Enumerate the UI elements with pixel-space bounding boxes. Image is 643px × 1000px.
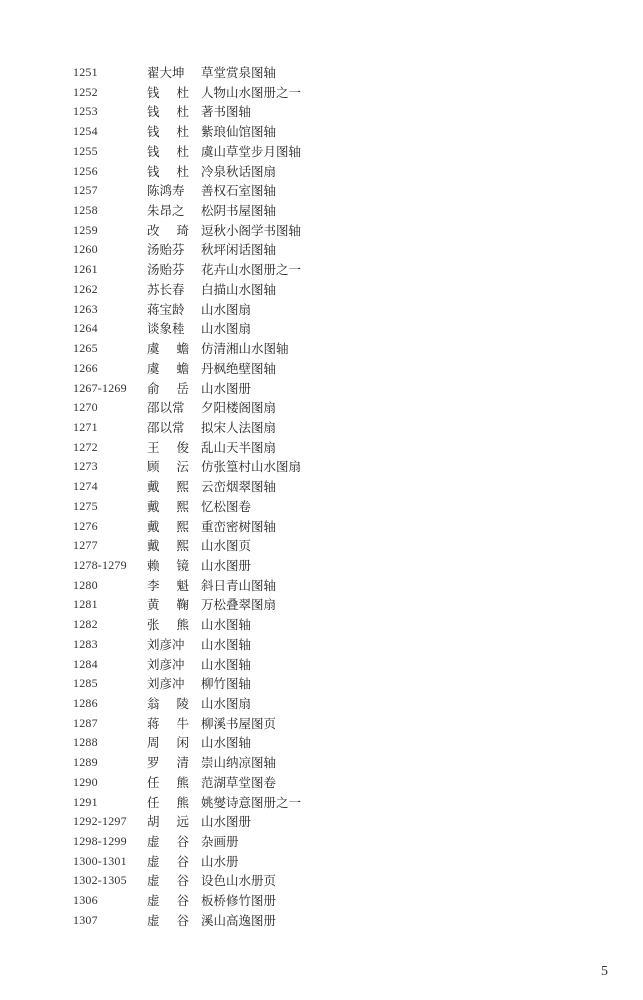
entry-number: 1267-1269 [73, 380, 127, 395]
artist-name: 刘彦冲 [147, 636, 185, 652]
artwork-title: 丹枫绝壁图轴 [201, 360, 277, 376]
artwork-title: 善权石室图轴 [201, 183, 277, 199]
artwork-title: 崇山纳凉图轴 [201, 755, 277, 771]
entry-number: 1298-1299 [73, 834, 127, 849]
list-item [0, 694, 643, 714]
entry-number: 1276 [73, 518, 98, 533]
entry-number: 1285 [73, 676, 98, 691]
list-item [0, 438, 643, 458]
artwork-title: 拟宋人法图扇 [201, 419, 277, 435]
artist-name: 俞岳 [147, 380, 207, 396]
artist-name: 张熊 [147, 617, 207, 633]
entry-number: 1306 [73, 893, 98, 908]
entry-number: 1257 [73, 183, 98, 198]
artist-name: 邵以常 [147, 400, 185, 416]
list-item [0, 635, 643, 655]
entry-number: 1302-1305 [73, 873, 127, 888]
entry-number: 1275 [73, 498, 98, 513]
list-item [0, 280, 643, 300]
artist-name: 翟大坤 [147, 65, 185, 80]
entry-number: 1282 [73, 617, 98, 632]
artwork-title: 花卉山水图册之一 [201, 262, 302, 278]
list-item [0, 615, 643, 635]
list-item [0, 339, 643, 359]
artist-name: 戴熙 [147, 538, 207, 554]
artwork-title: 草堂赏泉图轴 [201, 65, 277, 80]
artist-name: 陈鸿寿 [147, 183, 185, 199]
artwork-title: 杂画册 [201, 834, 239, 850]
artist-name: 虚谷 [147, 912, 207, 928]
artwork-title: 溪山高逸图册 [201, 912, 277, 928]
catalog-list [0, 63, 643, 931]
artwork-title: 山水图轴 [201, 636, 252, 652]
entry-number: 1278-1279 [73, 557, 127, 572]
entry-number: 1270 [73, 400, 98, 415]
artist-name: 胡远 [147, 814, 207, 830]
artist-name: 戴熙 [147, 518, 207, 534]
list-item [0, 714, 643, 734]
entry-number: 1277 [73, 538, 98, 553]
artwork-title: 仿清湘山水图轴 [201, 341, 289, 357]
list-item [0, 852, 643, 872]
list-item [0, 379, 643, 399]
artist-name: 周闲 [147, 735, 207, 751]
artwork-title: 山水图册 [201, 380, 252, 396]
entry-number: 1272 [73, 439, 98, 454]
artist-name: 谈象稑 [147, 321, 185, 337]
artwork-title: 山水图扇 [201, 696, 252, 711]
list-item [0, 556, 643, 576]
list-item [0, 911, 643, 931]
artist-name: 钱杜 [147, 104, 207, 120]
list-item [0, 122, 643, 142]
entry-number: 1255 [73, 143, 98, 158]
artist-name: 钱杜 [147, 84, 207, 100]
artist-name: 王俊 [147, 439, 207, 455]
list-item [0, 536, 643, 556]
artwork-title: 云峦烟翠图轴 [201, 479, 277, 495]
artwork-title: 夕阳楼阁图扇 [201, 400, 277, 416]
entry-number: 1280 [73, 577, 98, 592]
artwork-title: 秋坪闲话图轴 [201, 242, 277, 258]
artwork-title: 斜日青山图轴 [201, 577, 277, 593]
list-item [0, 595, 643, 615]
artwork-title: 忆松图卷 [201, 498, 252, 514]
artist-name: 翁陵 [147, 696, 207, 711]
artist-name: 任熊 [147, 774, 207, 790]
artist-name: 顾沄 [147, 459, 207, 475]
list-item [0, 871, 643, 891]
entry-number: 1256 [73, 163, 98, 178]
list-item [0, 63, 643, 83]
artwork-title: 山水图页 [201, 538, 252, 554]
entry-number: 1265 [73, 341, 98, 356]
artwork-title: 重峦密树图轴 [201, 518, 277, 534]
list-item [0, 221, 643, 241]
artist-name: 虚谷 [147, 893, 207, 909]
page-number: 5 [601, 964, 608, 979]
entry-number: 1264 [73, 321, 98, 336]
artwork-title: 乱山天半图扇 [201, 439, 277, 455]
artist-name: 虞蟾 [147, 341, 207, 357]
list-item [0, 457, 643, 477]
artist-name: 蒋宝龄 [147, 301, 185, 317]
artwork-title: 冷泉秋话图扇 [201, 163, 277, 179]
artwork-title: 人物山水图册之一 [201, 84, 302, 100]
list-item [0, 260, 643, 280]
entry-number: 1261 [73, 262, 98, 277]
artist-name: 改琦 [147, 222, 207, 238]
artwork-title: 紫琅仙馆图轴 [201, 124, 277, 140]
artist-name: 虚谷 [147, 853, 207, 869]
list-item [0, 891, 643, 911]
list-item [0, 517, 643, 537]
list-item [0, 181, 643, 201]
list-item [0, 162, 643, 182]
list-item [0, 812, 643, 832]
artwork-title: 山水图扇 [201, 321, 252, 337]
list-item [0, 674, 643, 694]
list-item [0, 300, 643, 320]
list-item [0, 497, 643, 517]
entry-number: 1253 [73, 104, 98, 119]
artwork-title: 著书图轴 [201, 104, 252, 120]
artwork-title: 山水册 [201, 853, 239, 869]
artist-name: 汤贻芬 [147, 242, 185, 258]
artwork-title: 虞山草堂步月图轴 [201, 143, 302, 159]
artist-name: 蒋牛 [147, 715, 207, 731]
list-item [0, 240, 643, 260]
artist-name: 黄鞠 [147, 597, 207, 613]
artist-name: 虚谷 [147, 873, 207, 889]
entry-number: 1251 [73, 65, 98, 79]
artist-name: 李魁 [147, 577, 207, 593]
artist-name: 钱杜 [147, 124, 207, 140]
entry-number: 1259 [73, 222, 98, 237]
artwork-title: 山水图册 [201, 557, 252, 573]
list-item [0, 753, 643, 773]
artist-name: 钱杜 [147, 163, 207, 179]
list-item [0, 319, 643, 339]
artist-name: 赖镜 [147, 557, 207, 573]
entry-number: 1291 [73, 794, 98, 809]
artist-name: 虚谷 [147, 834, 207, 850]
entry-number: 1262 [73, 281, 98, 296]
entry-number: 1288 [73, 735, 98, 750]
artwork-title: 设色山水册页 [201, 873, 277, 889]
artwork-title: 松阴书屋图轴 [201, 203, 277, 219]
artwork-title: 范湖草堂图卷 [201, 774, 277, 790]
artist-name: 戴熙 [147, 479, 207, 495]
artwork-title: 山水图轴 [201, 617, 252, 633]
entry-number: 1252 [73, 84, 98, 99]
artwork-title: 逗秋小阁学书图轴 [201, 222, 302, 238]
entry-number: 1266 [73, 360, 98, 375]
entry-number: 1284 [73, 656, 98, 671]
artist-name: 汤贻芬 [147, 262, 185, 278]
artist-name: 刘彦冲 [147, 676, 185, 692]
entry-number: 1273 [73, 459, 98, 474]
artwork-title: 姚燮诗意图册之一 [201, 794, 302, 810]
entry-number: 1274 [73, 479, 98, 494]
list-item [0, 793, 643, 813]
artist-name: 虞蟾 [147, 360, 207, 376]
list-item [0, 398, 643, 418]
list-item [0, 733, 643, 753]
list-item [0, 359, 643, 379]
entry-number: 1263 [73, 301, 98, 316]
list-item [0, 773, 643, 793]
entry-number: 1300-1301 [73, 853, 127, 868]
list-item [0, 655, 643, 675]
artwork-title: 山水图轴 [201, 735, 252, 751]
list-item [0, 576, 643, 596]
artist-name: 钱杜 [147, 143, 207, 159]
entry-number: 1254 [73, 124, 98, 139]
artwork-title: 万松叠翠图扇 [201, 597, 277, 613]
list-item [0, 142, 643, 162]
list-item [0, 201, 643, 221]
entry-number: 1258 [73, 203, 98, 218]
artwork-title: 山水图轴 [201, 656, 252, 672]
artist-name: 戴熙 [147, 498, 207, 514]
list-item [0, 832, 643, 852]
list-item [0, 477, 643, 497]
artist-name: 刘彦冲 [147, 656, 185, 672]
entry-number: 1292-1297 [73, 814, 127, 829]
artwork-title: 柳溪书屋图页 [201, 715, 277, 731]
artist-name: 苏长春 [147, 281, 185, 297]
entry-number: 1287 [73, 715, 98, 730]
entry-number: 1260 [73, 242, 98, 257]
list-item [0, 102, 643, 122]
artist-name: 罗清 [147, 755, 207, 771]
artwork-title: 山水图册 [201, 814, 252, 830]
artwork-title: 仿张篁村山水图扇 [201, 459, 302, 475]
list-item [0, 418, 643, 438]
entry-number: 1281 [73, 597, 98, 612]
artist-name: 朱昂之 [147, 203, 185, 219]
artwork-title: 板桥修竹图册 [201, 893, 277, 909]
artist-name: 邵以常 [147, 419, 185, 435]
artwork-title: 山水图扇 [201, 301, 252, 317]
artwork-title: 白描山水图轴 [201, 281, 277, 297]
entry-number: 1286 [73, 696, 98, 710]
artist-name: 任熊 [147, 794, 207, 810]
entry-number: 1283 [73, 636, 98, 651]
entry-number: 1307 [73, 912, 98, 927]
entry-number: 1289 [73, 755, 98, 770]
entry-number: 1271 [73, 419, 98, 434]
entry-number: 1290 [73, 774, 98, 789]
artwork-title: 柳竹图轴 [201, 676, 252, 692]
list-item [0, 83, 643, 103]
